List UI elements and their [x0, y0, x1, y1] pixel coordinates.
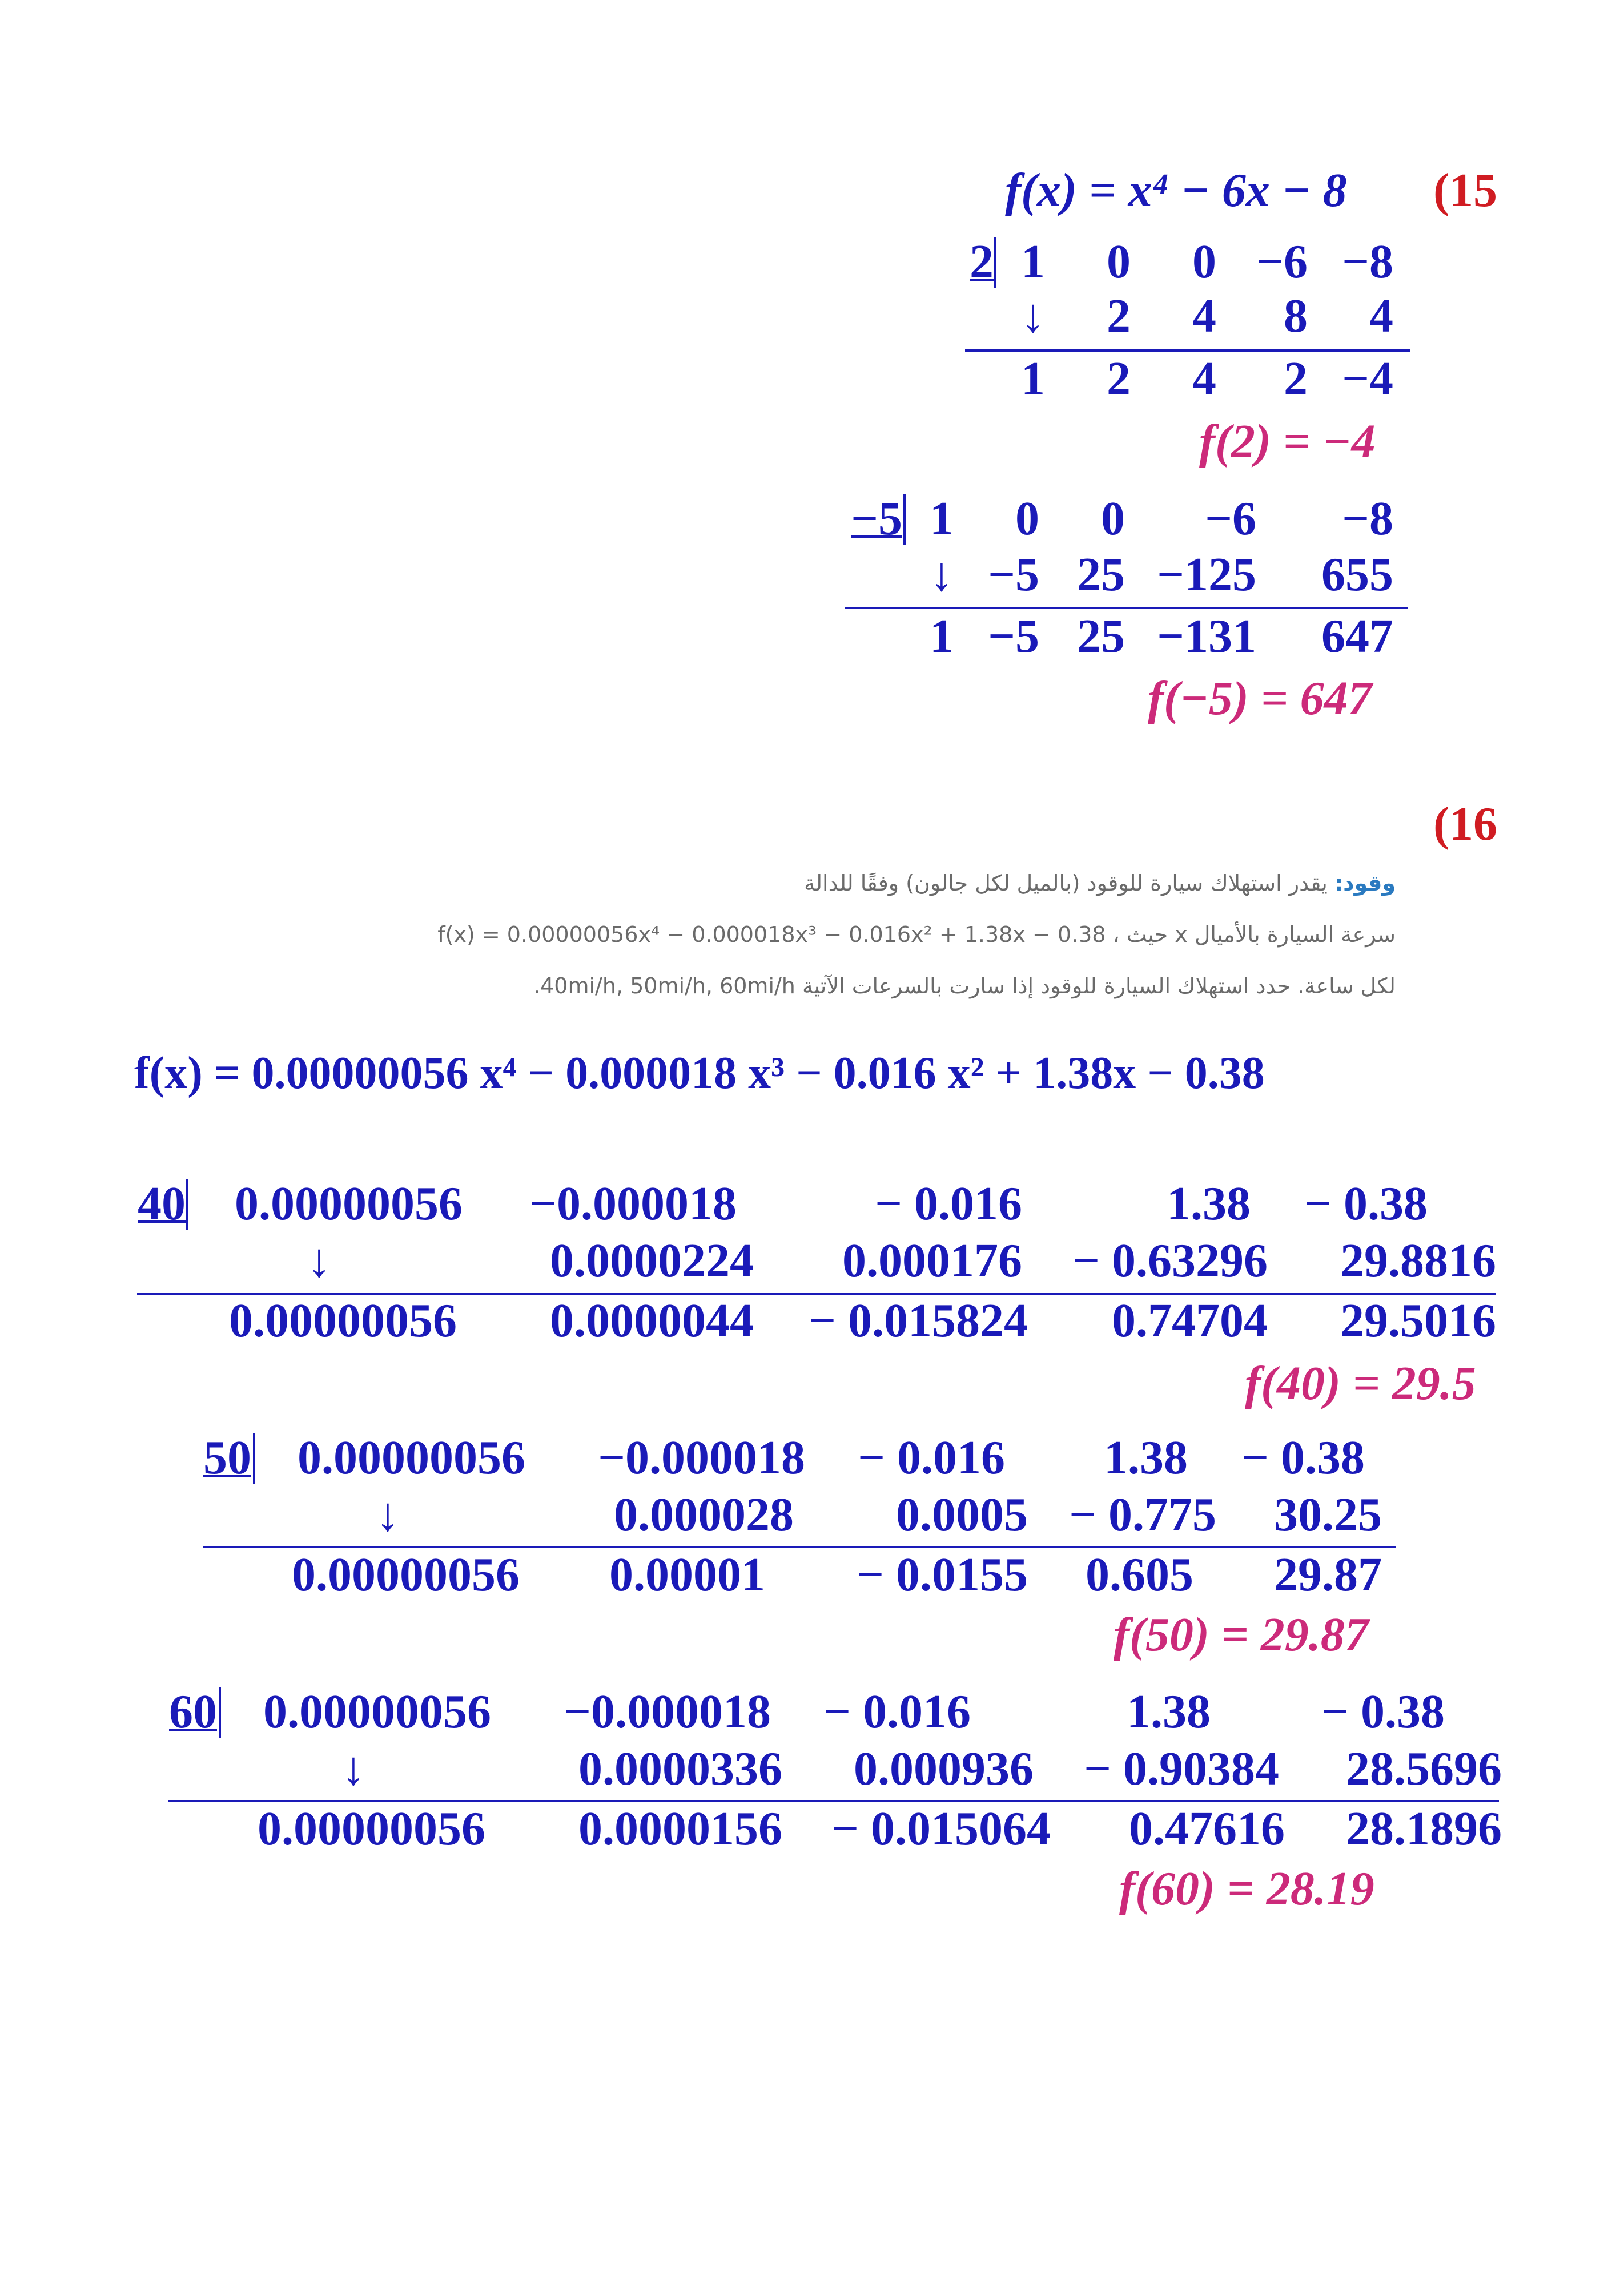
cell: 0.0000156: [578, 1802, 782, 1855]
cell: −0.000018: [598, 1431, 805, 1484]
cell: − 0.0155: [857, 1548, 1028, 1601]
cell: −6: [1205, 492, 1256, 545]
divisor: −5: [851, 492, 902, 545]
cell: 1: [930, 610, 954, 663]
cell: 0.00000056: [263, 1685, 491, 1738]
cell: 647: [1321, 610, 1393, 663]
cell: 30.25: [1274, 1488, 1382, 1541]
cell: −5: [988, 610, 1039, 663]
cell: − 0.63296: [1072, 1234, 1268, 1287]
divisor-bar: [994, 237, 996, 288]
arrow-down-icon: ↓: [376, 1488, 400, 1541]
divisor: 2: [970, 235, 994, 288]
cell: − 0.775: [1069, 1488, 1216, 1541]
cell: 28.1896: [1346, 1802, 1502, 1855]
cell: 1: [1021, 352, 1045, 405]
cell: 0.605: [1086, 1548, 1193, 1601]
problem-number-15: (15: [1433, 164, 1497, 217]
result-f-neg5: f(−5) = 647: [1148, 672, 1372, 725]
cell: 0.00000056: [258, 1802, 485, 1855]
problem-text-line-1: [804, 871, 1396, 896]
cell: − 0.015064: [831, 1802, 1051, 1855]
cell: 2: [1107, 352, 1131, 405]
cell: − 0.015824: [809, 1294, 1028, 1347]
cell: −5: [988, 548, 1039, 601]
cell: − 0.016: [875, 1177, 1022, 1230]
problem-label: وقود:: [1334, 871, 1396, 896]
cell: 0: [1015, 492, 1039, 545]
divisor: 60: [169, 1685, 217, 1738]
arrow-down-icon: ↓: [341, 1742, 365, 1795]
cell: 0.00000056: [235, 1177, 463, 1230]
arrow-down-icon: ↓: [1021, 289, 1045, 343]
arrow-down-icon: ↓: [307, 1234, 331, 1287]
cell: 0.00001: [609, 1548, 765, 1601]
cell: −0.000018: [564, 1685, 771, 1738]
cell: 0.47616: [1129, 1802, 1285, 1855]
cell: 4: [1192, 352, 1216, 405]
cell: 0.0000044: [550, 1294, 754, 1347]
cell: − 0.38: [1241, 1431, 1365, 1484]
cell: 4: [1369, 289, 1393, 343]
cell: 0.000176: [842, 1234, 1022, 1287]
cell: −8: [1342, 235, 1393, 288]
divisor: 40: [138, 1177, 186, 1230]
cell: − 0.016: [823, 1685, 971, 1738]
cell: 25: [1077, 548, 1125, 601]
cell: 1: [930, 492, 954, 545]
cell: 29.5016: [1340, 1294, 1496, 1347]
problem-text: يقدر استهلاك سيارة للوقود (بالميل لكل جالون) وفقًا للدالة: [804, 871, 1334, 896]
cell: 29.87: [1274, 1548, 1382, 1601]
cell: 2: [1284, 352, 1308, 405]
cell: − 0.90384: [1084, 1742, 1279, 1795]
result-f-2: f(2) = −4: [1199, 415, 1376, 468]
cell: 0.00000056: [229, 1294, 457, 1347]
cell: − 0.016: [858, 1431, 1005, 1484]
result-f-50: f(50) = 29.87: [1114, 1608, 1369, 1661]
cell: 1: [1021, 235, 1045, 288]
cell: 655: [1321, 548, 1393, 601]
result-f-40: f(40) = 29.5: [1245, 1357, 1476, 1410]
problem-number-16: (16: [1433, 797, 1497, 851]
divisor-bar: [903, 494, 906, 545]
cell: 0: [1101, 492, 1125, 545]
divisor-bar: [253, 1433, 255, 1484]
cell: −8: [1342, 492, 1393, 545]
cell: 8: [1284, 289, 1308, 343]
cell: − 0.38: [1304, 1177, 1428, 1230]
cell: 0.00000056: [298, 1431, 525, 1484]
cell: 1.38: [1127, 1685, 1211, 1738]
cell: 0.0000336: [578, 1742, 782, 1795]
divisor-bar: [219, 1687, 221, 1738]
cell: 4: [1192, 289, 1216, 343]
function-15: f(x) = x⁴ − 6x − 8: [1005, 164, 1347, 217]
cell: 2: [1107, 289, 1131, 343]
cell: 0.00000056: [292, 1548, 520, 1601]
arrow-down-icon: ↓: [930, 548, 954, 601]
function-16: f(x) = 0.00000056 x⁴ − 0.000018 x³ − 0.016 x² + 1.38x − 0.38: [134, 1048, 1265, 1098]
cell: 1.38: [1167, 1177, 1251, 1230]
cell: −0.000018: [529, 1177, 737, 1230]
cell: −4: [1342, 352, 1393, 405]
cell: −125: [1157, 548, 1256, 601]
cell: 1.38: [1104, 1431, 1188, 1484]
cell: 25: [1077, 610, 1125, 663]
divisor: 50: [203, 1431, 251, 1484]
cell: 0.000028: [614, 1488, 794, 1541]
cell: −131: [1157, 610, 1256, 663]
cell: 0.0000224: [550, 1234, 754, 1287]
cell: 0.74704: [1112, 1294, 1268, 1347]
cell: 28.5696: [1346, 1742, 1502, 1795]
cell: 0: [1107, 235, 1131, 288]
cell: −6: [1256, 235, 1308, 288]
cell: 0.0005: [896, 1488, 1028, 1541]
cell: 0: [1192, 235, 1216, 288]
cell: 0.000936: [854, 1742, 1034, 1795]
problem-text-line-3: لكل ساعة. حدد استهلاك السيارة للوقود إذا سارت بالسرعات الآتية 40mi/h, 50mi/h, 60mi/h.: [533, 973, 1396, 998]
result-f-60: f(60) = 28.19: [1119, 1862, 1374, 1915]
cell: − 0.38: [1321, 1685, 1445, 1738]
cell: 29.8816: [1340, 1234, 1496, 1287]
problem-text-line-2: f(x) = 0.00000056x⁴ − 0.000018x³ − 0.016x² + 1.38x − 0.38 ، حيث x سرعة السيارة بالأميال: [437, 922, 1396, 947]
